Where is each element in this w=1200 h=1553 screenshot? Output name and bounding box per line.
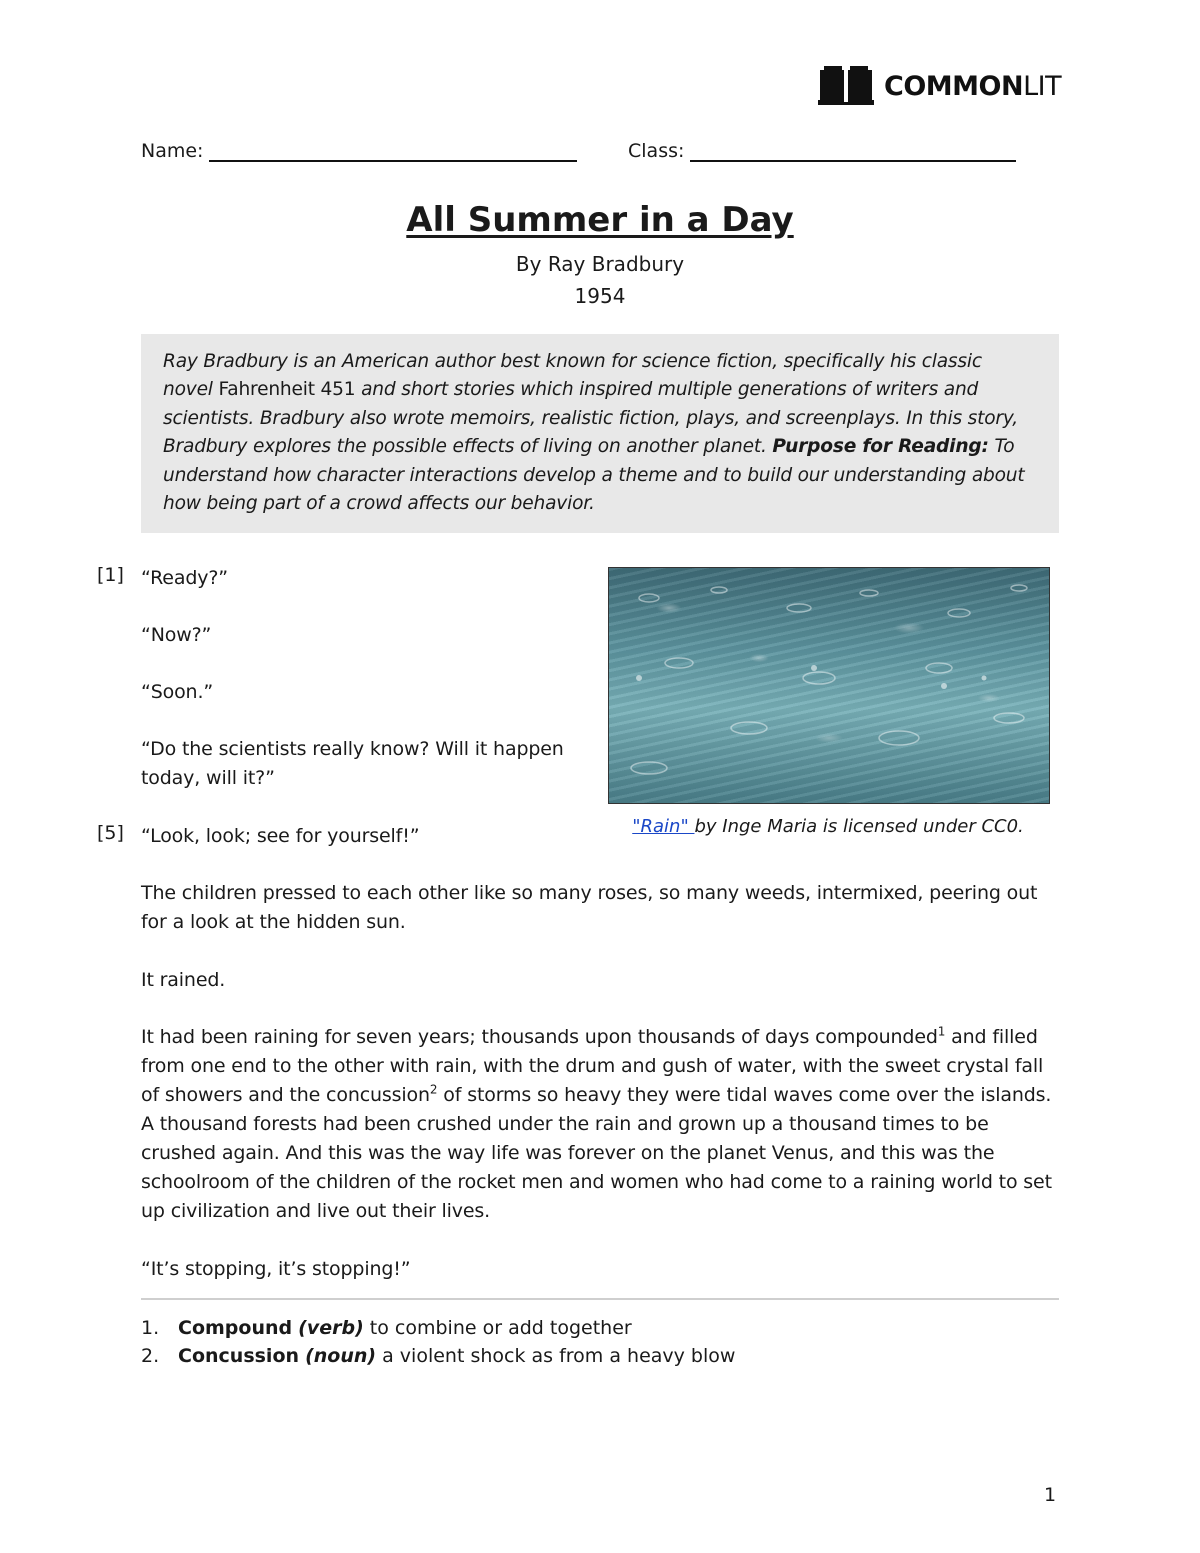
- name-line[interactable]: [209, 140, 577, 162]
- intro-box: [141, 334, 1059, 533]
- rain-photo: [608, 567, 1050, 804]
- footnote-1: 1. Compound (verb) to combine or add together: [141, 1317, 632, 1339]
- byline: By Ray Bradbury: [515, 252, 685, 276]
- class-label: Class:: [628, 140, 685, 162]
- paragraph-5: “Look, look; see for yourself!”: [141, 825, 420, 847]
- paragraph-2: “Now?”: [141, 624, 212, 646]
- footnote-ref-2: 2: [429, 1082, 438, 1097]
- paragraph-8: It had been raining for seven years; thousands upon thousands of days compounded$^1$ and filled from one end to the other with rain, with the drum and gush of water, with the sweet crystal fall of showers and the concussion$^2$ of storms so heavy they were tidal waves come over the islands. A thousand forests had been crushed under the rain and grown up a thousand times to be crushed again. And this was the way life was forever on the planet Venus, and this was the schoolroom of the children of the rocket men and women who had come to a raining world to set up civilization and live out their lives.: [141, 1024, 1052, 1222]
- name-label: Name:: [141, 140, 204, 162]
- commonlit-logo: [818, 66, 1061, 106]
- paragraph-1: “Ready?”: [141, 567, 228, 589]
- purpose-label: Purpose for Reading:: [772, 436, 989, 458]
- rain-drops-graphic: [609, 568, 1049, 803]
- paragraph-9: “It’s stopping, it’s stopping!”: [141, 1258, 411, 1280]
- image-caption: "Rain" by Inge Maria is licensed under CC0.: [632, 816, 1024, 837]
- paragraph-3: “Soon.”: [141, 681, 214, 703]
- footnote-divider: [141, 1298, 1059, 1300]
- class-field[interactable]: [628, 140, 1016, 162]
- footnote-ref-1: 1: [937, 1024, 946, 1039]
- class-line[interactable]: [690, 140, 1016, 162]
- book-title: Fahrenheit 451: [218, 379, 356, 401]
- publication-year: 1954: [574, 284, 626, 308]
- paragraph-7: It rained.: [141, 969, 226, 991]
- paragraph-6: The children pressed to each other like so many roses, so many weeds, intermixed, peering out for a look at the hidden sun.: [141, 882, 1038, 933]
- paragraph-4: “Do the scientists really know? Will it happen today, will it?”: [141, 738, 564, 789]
- logo-wordmark: COMMONLIT: [884, 70, 1062, 102]
- intro-text: Ray Bradbury is an American author best known for science fiction, specifically his classic novel Fahrenheit 451 and short stories which inspired multiple generations of writers and scientists. Bradbury also wrote memoirs, realistic fiction, plays, and screenplays. In this story, Bradbury explores the possible effects of living on another planet. Purpose for Reading: To understand how character interactions develop a theme and to build our understanding about how being part of a crowd affects our behavior.: [163, 351, 1025, 515]
- open-book-icon: [818, 66, 874, 106]
- name-field[interactable]: [141, 140, 577, 162]
- page-number: 1: [1044, 1484, 1057, 1506]
- footnote-2: 2. Concussion (noun) a violent shock as from a heavy blow: [141, 1345, 736, 1367]
- paragraph-number-1: [1]: [97, 564, 124, 586]
- paragraph-number-5: [5]: [97, 822, 124, 844]
- page-title: All Summer in a Day: [406, 200, 794, 240]
- rain-link[interactable]: "Rain": [632, 816, 695, 837]
